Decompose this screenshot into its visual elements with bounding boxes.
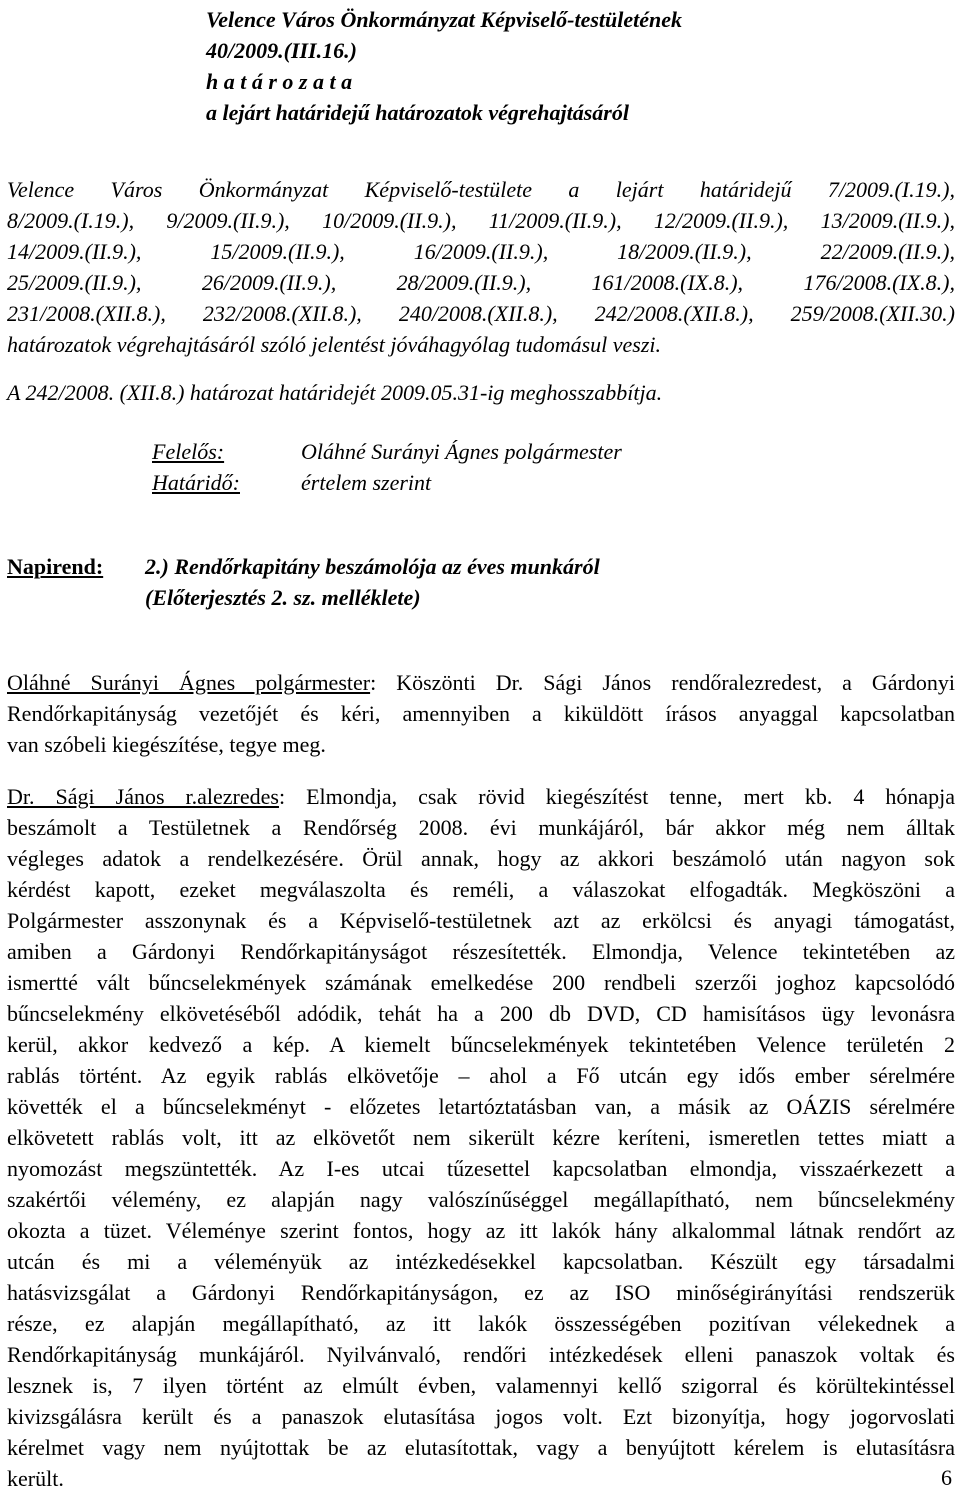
resolution-line: Velence Város Önkormányzat Képviselő-testülete a lejárt határidejű 7/2009.(I.19.),: [7, 177, 955, 202]
statement-line: kerül, akkor kedvező a kép. A kiemelt bűncselekmények tekintetében Velence területén 2: [7, 1032, 955, 1057]
statement-line: kérelmet vagy nem nyújtottak be az elutasítottak, vagy a benyújtott kérelem is elutasításra: [7, 1435, 955, 1460]
resolution-text: [7, 174, 955, 360]
police-speaker: Dr. Sági János r.alezredes: [7, 784, 279, 809]
heading-line-1: Velence Város Önkormányzat Képviselő-testületének: [206, 7, 683, 32]
deadline-value: értelem szerint: [301, 470, 432, 495]
resolution-heading: [206, 4, 682, 128]
statement-line: utcán és mi a véleményük az intézkedésekkel kapcsolatban. Készült egy társadalmi: [7, 1249, 955, 1274]
statement-line: nyomozást megszüntették. Az I-es utcai tűzesettel kapcsolatban elmondja, visszaérkezett a: [7, 1156, 955, 1181]
statement-line: része, ez alapján megállapítható, az itt lakók összességében pozitívan vélekednek a: [7, 1311, 955, 1336]
statement-line: kivizsgálásra került és a panaszok elutasítása jogos volt. Ezt bizonyítja, hogy jogorvoslati: [7, 1404, 955, 1429]
statement-line: végleges adatok a rendelkezésére. Örül annak, hogy az akkori beszámoló után nagyon sok: [7, 846, 955, 871]
statement-line: Polgármester asszonynak és a Képviselő-testületnek azt az erkölcsi és anyagi támogatást,: [7, 908, 955, 933]
resolution-line: 8/2009.(I.19.), 9/2009.(II.9.), 10/2009.(II.9.), 11/2009.(II.9.), 12/2009.(II.9.), 13/2009.(II.9.),: [7, 208, 955, 233]
agenda-subtitle: (Előterjesztés 2. sz. melléklete): [145, 585, 421, 610]
resolution-line: 231/2008.(XII.8.), 232/2008.(XII.8.), 240/2008.(XII.8.), 242/2008.(XII.8.), 259/2008.(XII.30.): [7, 301, 955, 326]
resolution-line: 25/2009.(II.9.), 26/2009.(II.9.), 28/2009.(II.9.), 161/2008.(IX.8.), 176/2008.(IX.8.),: [7, 270, 955, 295]
statement-line: ismertté vált bűncselekmények számának emelkedése 200 rendbeli szerzői joghoz kapcsolódó: [7, 970, 955, 995]
responsible-value: Oláhné Surányi Ágnes polgármester: [301, 439, 622, 464]
statement-line: van szóbeli kiegészítése, tegye meg.: [7, 732, 326, 757]
page-number: 6: [941, 1465, 952, 1490]
statement-line: Rendőrkapitányság vezetőjét és kéri, amennyiben a kiküldött írásos anyaggal kapcsolatban: [7, 701, 955, 726]
resolution-line: határozatok végrehajtásáról szóló jelentést jóváhagyólag tudomásul veszi.: [7, 332, 662, 357]
heading-line-2: 40/2009.(III.16.): [206, 38, 357, 63]
heading-line-4: a lejárt határidejű határozatok végrehajtásáról: [206, 100, 629, 125]
statement-line: okozta a tüzet. Véleménye szerint fontos, hogy az itt lakók hány alkalommal látnak rendőrt az: [7, 1218, 955, 1243]
statement-line: szakértői vélemény, ez alapján nagy valószínűséggel megállapítható, nem bűncselekmény: [7, 1187, 955, 1212]
statement-line: kérdést kapott, ezeket megválaszolta és reméli, a válaszokat elfogadták. Megköszöni a: [7, 877, 955, 902]
statement-line: követték el a bűncselekményt - előzetes letartóztatásban van, a másik az OÁZIS sérelmére: [7, 1094, 955, 1119]
responsible-label: Felelős:: [152, 439, 225, 464]
statement-line: lesznek is, 7 ilyen történt az elmúlt évben, valamennyi kellő szigorral és körültekintéssel: [7, 1373, 955, 1398]
statement-line: Rendőrkapitányság munkájáról. Nyilvánvaló, rendőri intézkedések elleni panaszok voltak és: [7, 1342, 955, 1367]
police-statement: [7, 781, 955, 1494]
agenda-block: [7, 551, 600, 613]
statement-line: Elmondja, csak rövid kiegészítést tenne, mert kb. 4 hónapja: [285, 784, 955, 809]
statement-line: rablás történt. Az egyik rablás elkövetője – ahol a Fő utcán egy idős ember sérelmére: [7, 1063, 955, 1088]
statement-line: Köszönti Dr. Sági János rendőralezredest, a Gárdonyi: [376, 670, 955, 695]
statement-line: amiben a Gárdonyi Rendőrkapitányságot részesítették. Elmondja, Velence tekintetében az: [7, 939, 955, 964]
deadline-extension: A 242/2008. (XII.8.) határozat határidejét 2009.05.31-ig meghosszabbítja.: [7, 380, 663, 405]
agenda-title: 2.) Rendőrkapitány beszámolója az éves munkáról: [145, 554, 600, 579]
statement-line: hatásvizsgálat a Gárdonyi Rendőrkapitányságon, ez az ISO minőségirányítási rendszerük: [7, 1280, 955, 1305]
deadline-label: Határidő:: [152, 470, 240, 495]
responsibility-block: [152, 436, 622, 498]
heading-line-3: h a t á r o z a t a: [206, 69, 353, 94]
statement-line: bűncselekmény elkövetéséből adódik, tehát ha a 200 db DVD, CD hamisításos ügy levonásra: [7, 1001, 955, 1026]
statement-line: beszámolt a Testületnek a Rendőrség 2008. évi munkájáról, bár akkor még nem álltak: [7, 815, 955, 840]
police-colon: :: [278, 784, 286, 809]
mayor-colon: :: [370, 670, 377, 695]
statement-line: került.: [7, 1466, 64, 1491]
statement-line: elkövetett rablás volt, itt az elkövetőt nem sikerült kézre keríteni, ismeretlen tettes miatt a: [7, 1125, 955, 1150]
agenda-label: Napirend:: [7, 554, 104, 579]
mayor-statement: [7, 667, 955, 760]
resolution-line: 14/2009.(II.9.), 15/2009.(II.9.), 16/2009.(II.9.), 18/2009.(II.9.), 22/2009.(II.9.),: [7, 239, 955, 264]
mayor-speaker: Oláhné Surányi Ágnes polgármester: [7, 670, 371, 695]
